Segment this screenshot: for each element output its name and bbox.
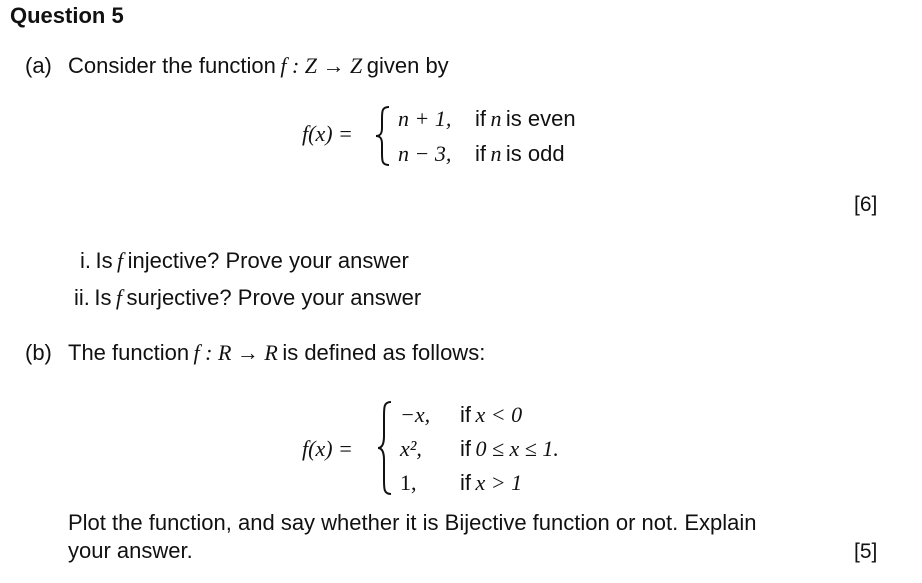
part-a-intro-math: f : Z → Z <box>280 53 363 78</box>
part-b-case-1-cond-math: x < 0 <box>475 402 523 427</box>
part-b-case-3-cond <box>460 470 522 496</box>
part-b-case-2-cond-math: 0 ≤ x ≤ 1. <box>475 436 559 461</box>
sub-item-i-num: i. <box>80 248 91 273</box>
part-b-case-3-cond-pre: if <box>460 470 471 495</box>
part-b-case-2-cond-pre: if <box>460 436 471 461</box>
part-a-left-brace <box>372 103 394 169</box>
part-a-case-2-cond <box>475 141 565 167</box>
part-b-case-3-expr: 1, <box>400 470 417 495</box>
sub-item-ii-num: ii. <box>74 285 90 310</box>
part-b-instruction-line-1: Plot the function, and say whether it is Bijective function or not. Explain <box>68 510 757 535</box>
part-b-intro <box>68 340 485 366</box>
part-b-intro-pre: The function <box>68 340 190 365</box>
sub-item-ii-pre: Is <box>94 285 112 310</box>
sub-item-ii-post: surjective? Prove your answer <box>126 285 422 310</box>
part-a-case-2-cond-math: n <box>490 141 502 166</box>
part-a-case-1-cond-post: is even <box>505 106 576 131</box>
part-a-sub-item-ii <box>74 285 421 311</box>
sub-item-i-pre: Is <box>95 248 113 273</box>
part-a-label: (a) <box>25 53 52 78</box>
part-a-case-1-cond-math: n <box>490 106 502 131</box>
part-a-func-lhs: f(x) = <box>302 121 353 146</box>
part-a-intro-post: given by <box>366 53 449 78</box>
part-a-marks: [6] <box>854 193 878 216</box>
part-b-func-lhs: f(x) = <box>302 436 353 461</box>
part-b-left-brace <box>374 398 396 498</box>
part-a-case-1-cond <box>475 106 576 132</box>
question-title: Question 5 <box>10 3 124 28</box>
part-a-case-2-expr: n − 3, <box>398 141 452 166</box>
part-b-marks: [5] <box>854 540 878 563</box>
sub-item-i-post: injective? Prove your answer <box>127 248 409 273</box>
part-a-case-1-expr: n + 1, <box>398 106 452 131</box>
part-b-case-2-cond <box>460 436 559 462</box>
part-a-case-2-cond-post: is odd <box>505 141 565 166</box>
part-b-intro-math: f : R → R <box>193 340 278 365</box>
part-b-instruction-line-2: your answer. <box>68 538 193 563</box>
part-b-label: (b) <box>25 340 52 365</box>
part-a-intro-pre: Consider the function <box>68 53 276 78</box>
part-b-case-1-cond <box>460 402 522 428</box>
sub-item-i-math: f <box>117 248 124 273</box>
part-a-case-1-cond-pre: if <box>475 106 486 131</box>
part-b-case-1-expr: −x, <box>400 402 431 427</box>
part-b-intro-post: is defined as follows: <box>282 340 486 365</box>
part-b-case-2-expr: x², <box>400 436 422 461</box>
part-a-intro <box>68 53 449 79</box>
part-a-case-2-cond-pre: if <box>475 141 486 166</box>
part-a-sub-item-i <box>80 248 409 274</box>
sub-item-ii-math: f <box>115 285 123 310</box>
part-b-case-3-cond-math: x > 1 <box>475 470 523 495</box>
part-b-case-1-cond-pre: if <box>460 402 471 427</box>
